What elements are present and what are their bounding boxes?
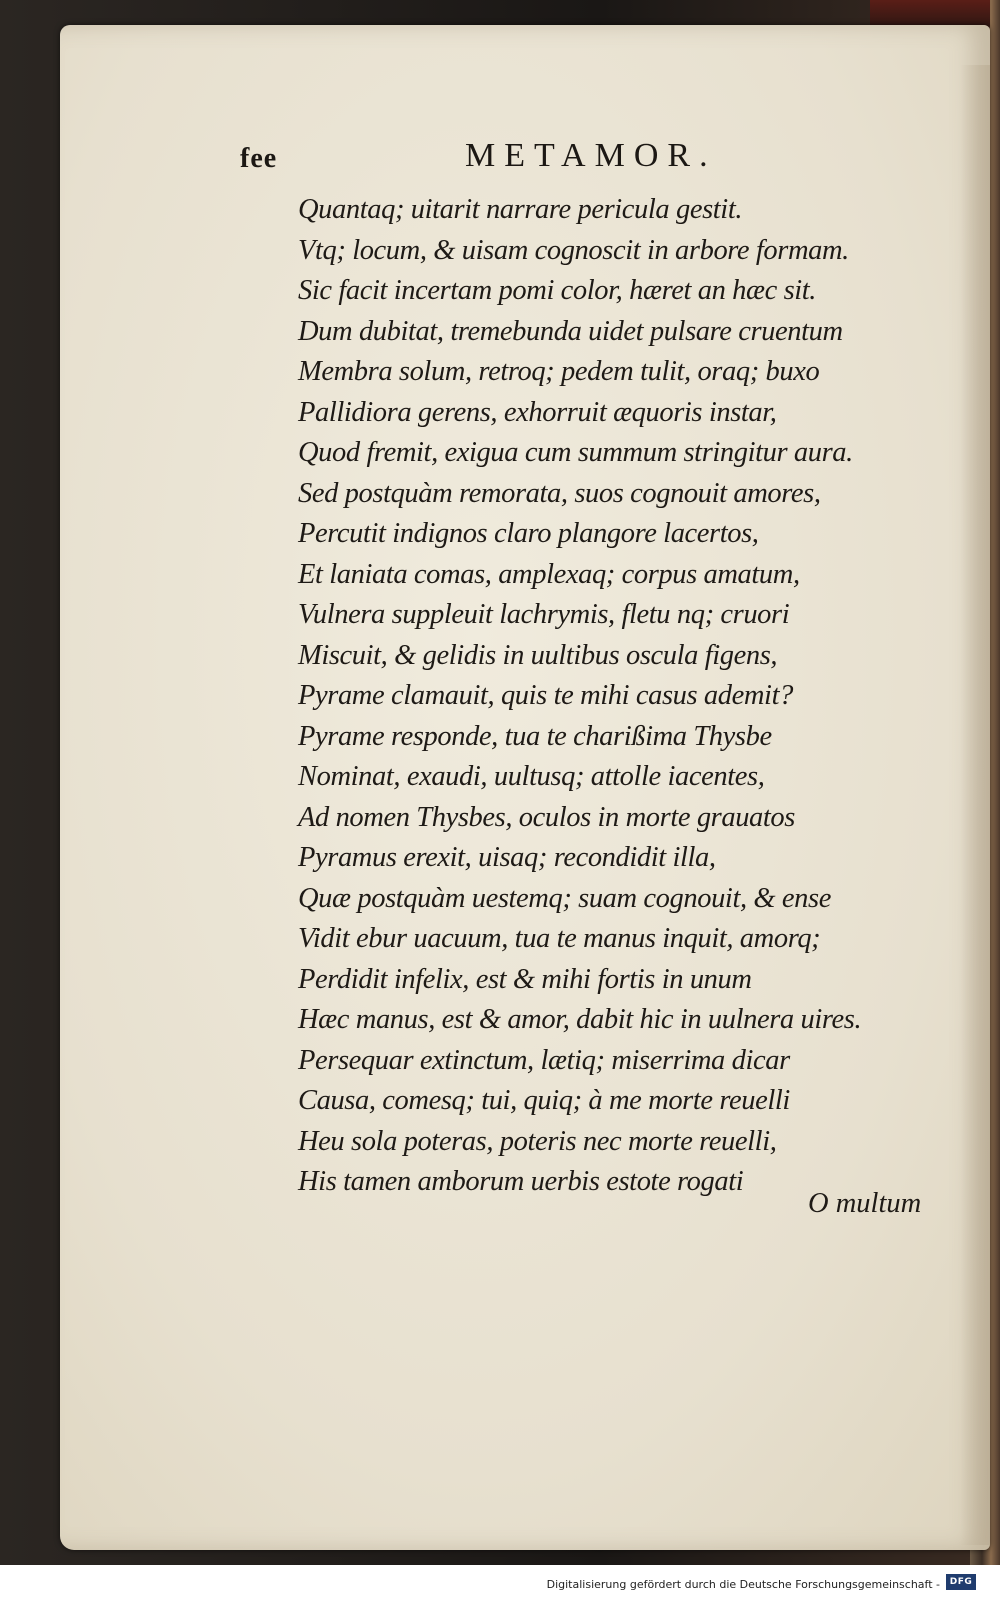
- verse-line: Ad nomen Thysbes, oculos in morte grauatos: [298, 801, 795, 833]
- verse-line: Persequar extinctum, lætiq; miserrima dicar: [298, 1044, 790, 1076]
- verse-line: Vulnera suppleuit lachrymis, fletu nq; cruori: [298, 599, 790, 630]
- verse-line: Vidit ebur uacuum, tua te manus inquit, amorq;: [298, 923, 821, 954]
- verse-line: Membra solum, retroq; pedem tulit, oraq; buxo: [298, 356, 820, 387]
- verse-line: Quantaq; uitarit narrare pericula gestit.: [298, 194, 743, 225]
- running-head: METAMOR.: [465, 137, 717, 174]
- verse-line: Nominat, exaudi, uultusq; attolle iacentes,: [298, 761, 765, 792]
- verse-line: Vtq; locum, & uisam cognoscit in arbore formam.: [298, 234, 849, 266]
- catchword: O multum: [808, 1188, 922, 1219]
- verse-line: Sed postquàm remorata, suos cognouit amores,: [298, 477, 821, 509]
- verse-line: Et laniata comas, amplexaq; corpus amatum,: [298, 558, 800, 590]
- verse-line: Heu sola poteras, poteris nec morte reuelli,: [298, 1125, 777, 1157]
- verse-line: Hæc manus, est & amor, dabit hic in uulnera uires.: [298, 1004, 862, 1035]
- verse-line: Quod fremit, exigua cum summum stringitur aura.: [298, 437, 853, 468]
- verse-list: [298, 190, 938, 1203]
- verse-line: Pyramus erexit, uisaq; recondidit illa,: [298, 842, 716, 873]
- verse-line: Percutit indignos claro plangore lacertos,: [298, 518, 759, 549]
- verse-line: His tamen amborum uerbis estote rogati: [298, 1166, 744, 1197]
- verse-line: Quæ postquàm uestemq; suam cognouit, & ense: [298, 882, 831, 914]
- funding-credit: Digitalisierung gefördert durch die Deutsche Forschungsgemeinschaft -: [546, 1578, 940, 1591]
- verse-line: Causa, comesq; tui, quiq; à me morte reuelli: [298, 1085, 790, 1116]
- dfg-logo: DFG: [946, 1574, 976, 1590]
- verse-line: Pallidiora gerens, exhorruit æquoris instar,: [298, 396, 777, 428]
- page-edge-shadow: [960, 65, 990, 1545]
- verse-line: Dum dubitat, tremebunda uidet pulsare cruentum: [298, 315, 843, 347]
- verse-line: Pyrame clamauit, quis te mihi casus ademit?: [298, 680, 793, 711]
- verse-line: Miscuit, & gelidis in uultibus oscula figens,: [298, 639, 778, 671]
- verse-line: Perdidit infelix, est & mihi fortis in unum: [298, 963, 752, 995]
- verse-line: Sic facit incertam pomi color, hæret an hæc sit.: [298, 275, 817, 306]
- verse-line: Pyrame responde, tua te charißima Thysbe: [298, 720, 772, 752]
- folio-number: fee: [240, 143, 278, 174]
